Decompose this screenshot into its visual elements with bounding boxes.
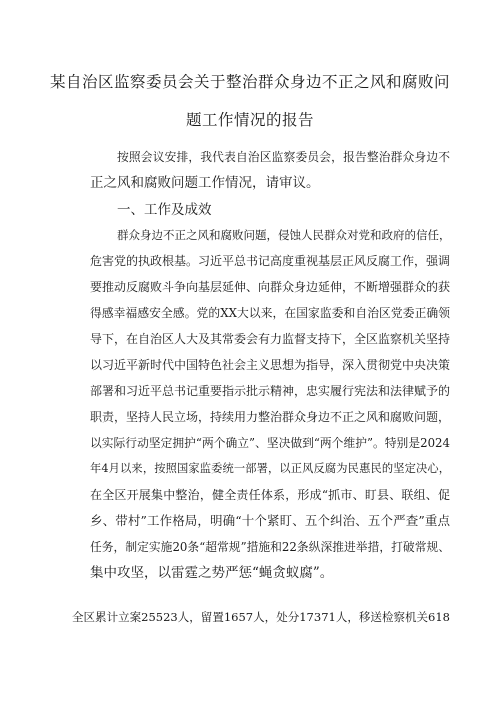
text-line: 导下，在自治区人大及其常委会有力监督支持下，全区监察机关坚持 <box>90 332 451 346</box>
text-line: 群众身边不正之风和腐败问题，侵蚀人民群众对党和政府的信任， <box>117 228 451 242</box>
text-line: 得感幸福感安全感。党的XX大以来，在国家监委和自治区党委正确领 <box>90 306 450 320</box>
document-title-line-1: 某自治区监察委员会关于整治群众身边不正之风和腐败问 <box>49 73 450 91</box>
stats-paragraph <box>72 604 450 630</box>
section-heading-text: 一、工作及成效 <box>117 202 212 218</box>
body-paragraph <box>90 222 450 586</box>
text-line: 集中攻坚，以雷霆之势严惩“蝇贪蚁腐”。 <box>90 565 334 581</box>
text-line: 以习近平新时代中国特色社会主义思想为指导，深入贯彻党中央决策 <box>90 358 451 372</box>
intro-paragraph <box>90 144 450 196</box>
text-line: 全区累计立案25523人，留置1657人，处分17371人，移送检察机关618 <box>72 610 450 624</box>
section-heading <box>90 197 450 223</box>
text-line: 职责，坚持人民立场，持续用力整治群众身边不正之风和腐败问题， <box>90 410 451 424</box>
text-line: 要推动反腐败斗争向基层延伸、向群众身边延伸，不断增强群众的获 <box>90 280 451 294</box>
text-line: 正之风和腐败问题工作情况，请审议。 <box>90 175 320 191</box>
text-line: 年4月以来，按照国家监委统一部署，以正风反腐为民惠民的坚定决心， <box>90 462 450 475</box>
text-line: 按照会议安排，我代表自治区监察委员会，报告整治群众身边不 <box>117 150 450 164</box>
text-line: 以实际行动坚定拥护“两个确立”、坚决做到“两个维护”。特别是2024 <box>90 436 450 450</box>
document-title-line-2: 题工作情况的报告 <box>185 111 314 129</box>
text-line: 任务，制定实施20条“超常规”措施和22条纵深推进举措，打破常规、 <box>90 540 450 554</box>
text-line: 部署和习近平总书记重要指示批示精神，忠实履行宪法和法律赋予的 <box>90 384 451 398</box>
text-line: 乡、带村”工作格局，明确“十个紧盯、五个纠治、五个严查”重点 <box>90 513 450 528</box>
text-line: 在全区开展集中整治，健全责任体系，形成“抓市、盯县、联组、促 <box>90 488 450 502</box>
text-line: 危害党的执政根基。习近平总书记高度重视基层正风反腐工作，强调 <box>90 254 451 268</box>
